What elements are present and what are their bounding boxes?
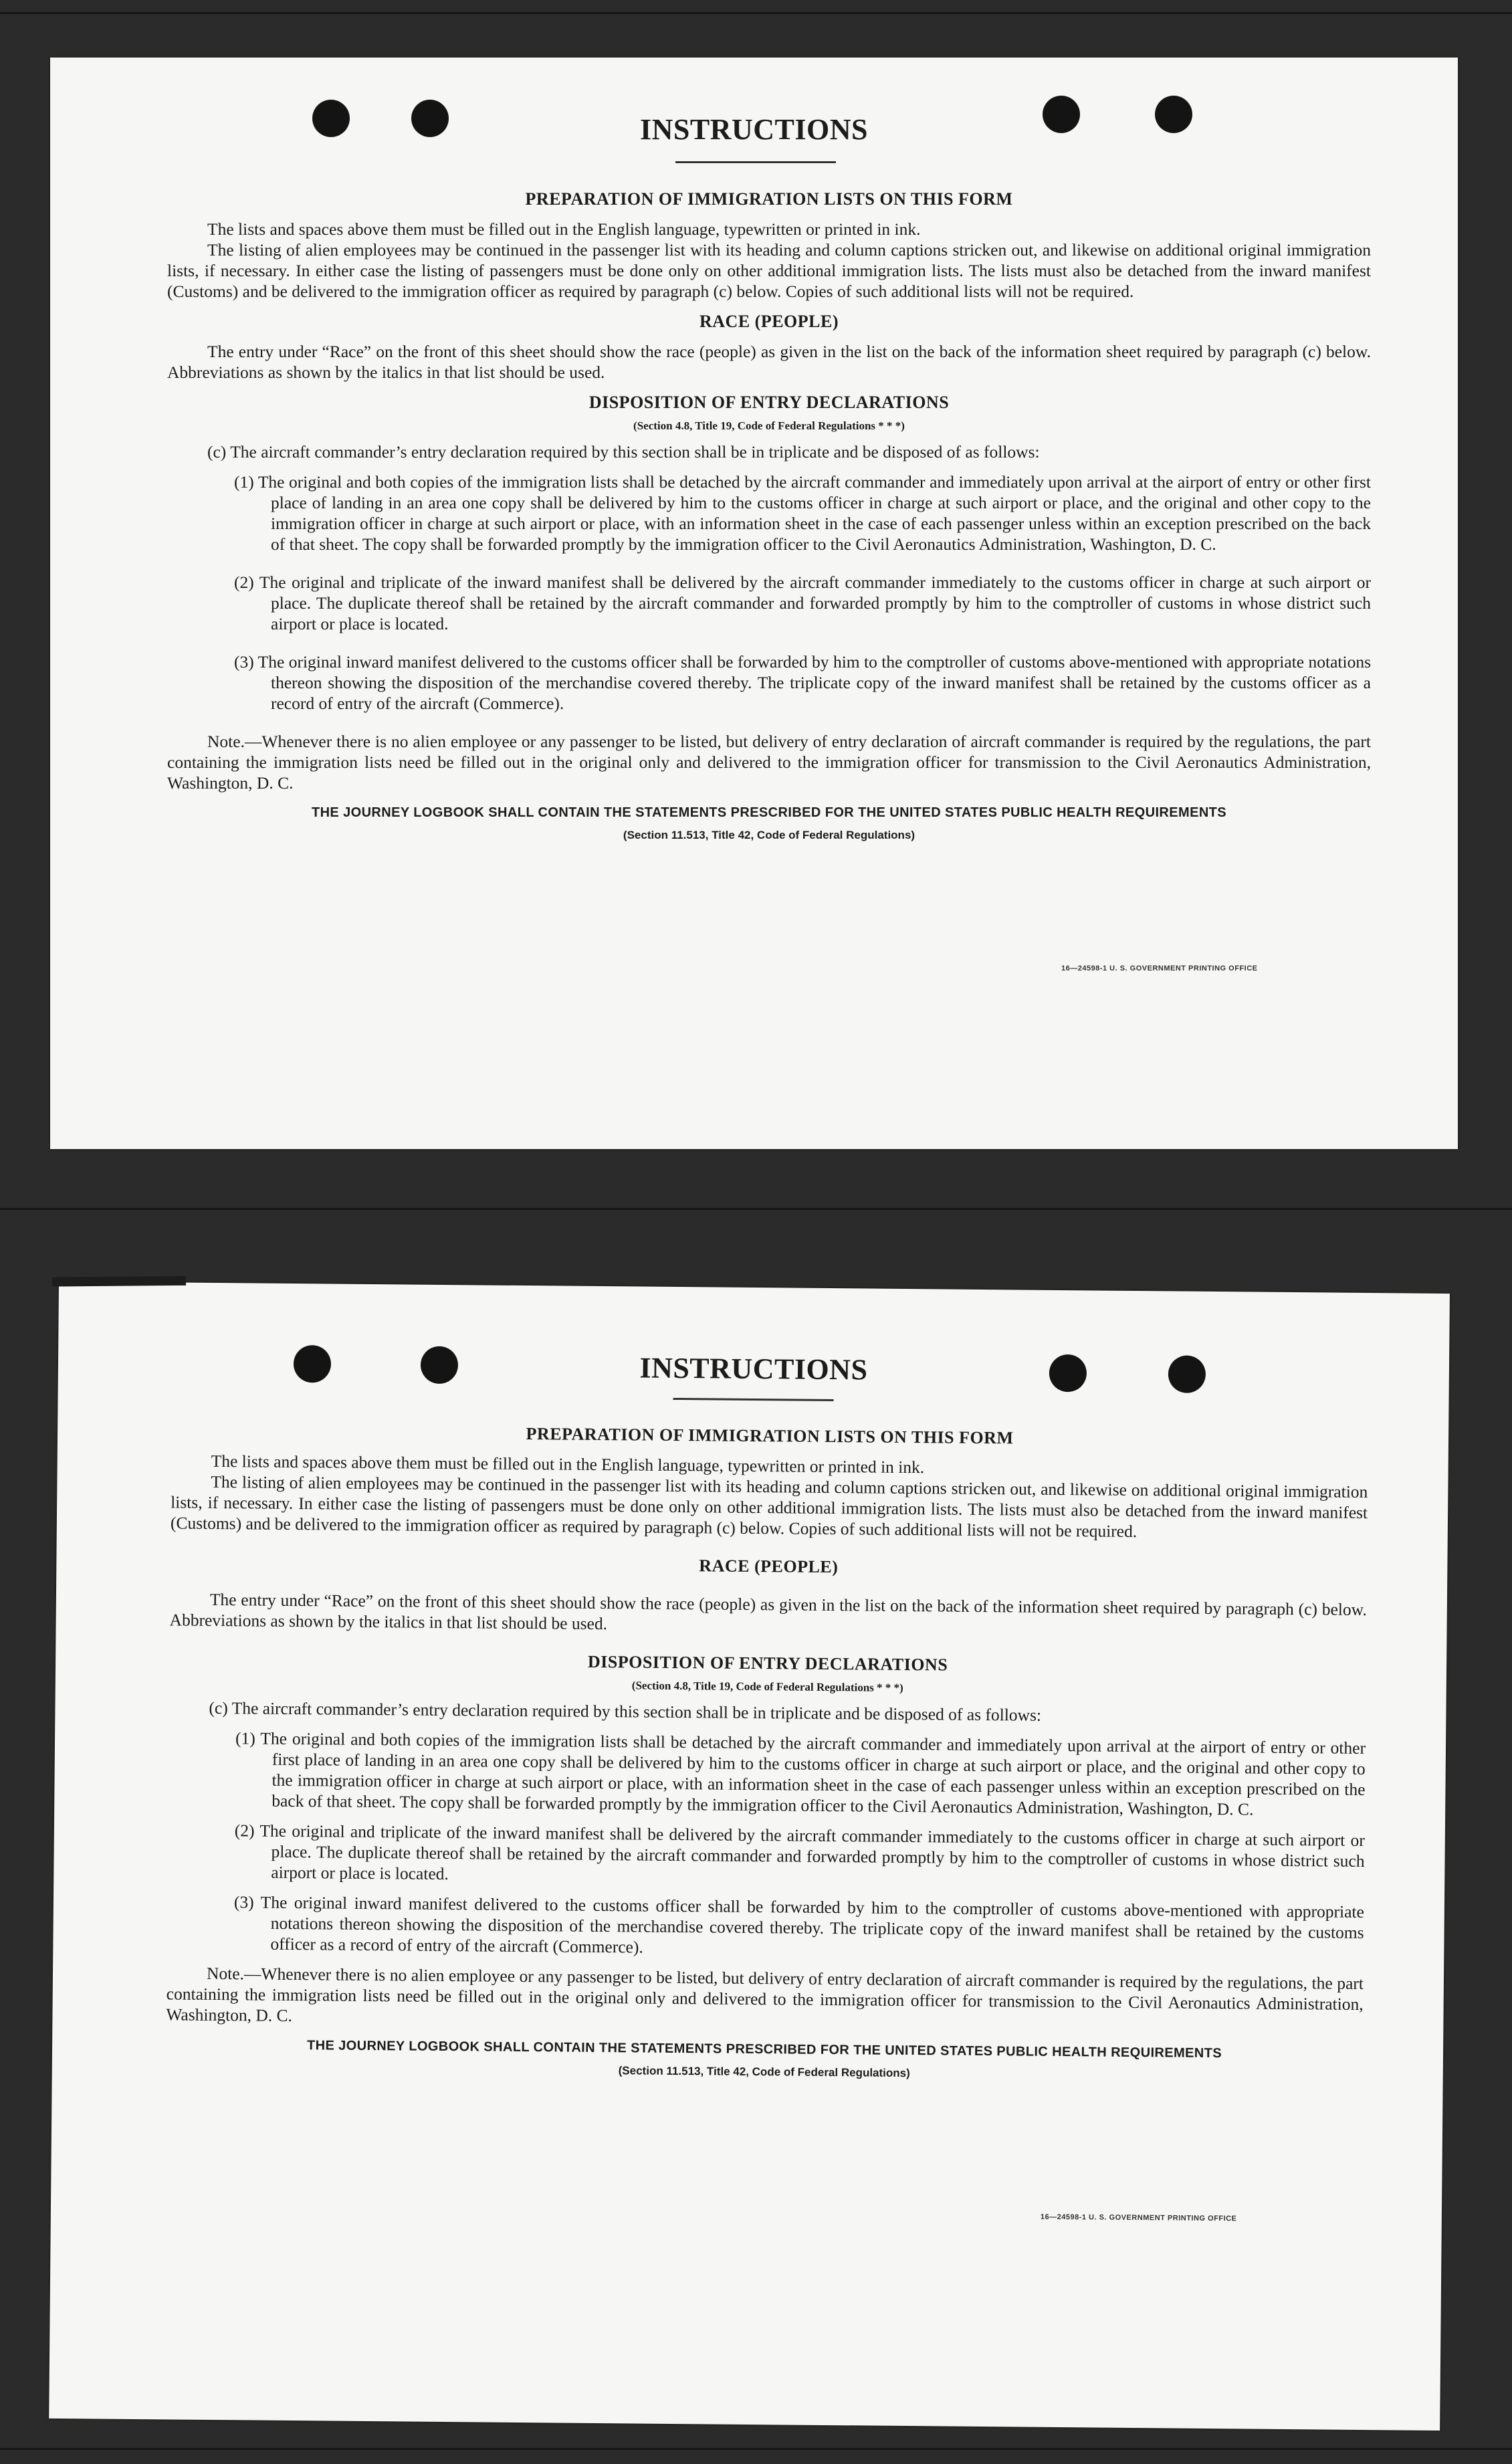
list-item-1: (1) The original and both copies of the immigration lists shall be detached by the aircraft commander and immediately upon arrival at the airport of entry or other first place of landing in an area one copy shall be delivered by him to the customs officer in charge at such airport or place, and the original and other copy to the immigration officer in charge at such airport or place, with an information sheet in the case of each passenger unless within an exception prescribed on the back of that sheet. The copy shall be forwarded promptly by the immigration officer to the Civil Aeronautics Administration, Washington, D. C. [234,472,1371,554]
list-item-1: (1) The original and both copies of the immigration lists shall be detached by the aircraft commander and immediately upon arrival at the airport of entry or other first place of landing in an area one copy shall be delivered by him to the customs officer in charge at such airport or place, and the original and other copy to the immigration officer in charge at such airport or place, with an information sheet in the case of each passenger unless within an exception prescribed on the back of that sheet. The copy shall be forwarded promptly by the immigration officer to the Civil Aeronautics Administration, Washington, D. C. [235,1728,1366,1819]
page-title: INSTRUCTIONS [639,1351,868,1387]
list-item-2: (2) The original and triplicate of the inward manifest shall be delivered by the aircraft commander immediately to the customs officer in charge at such airport or place. The duplicate thereof shall be retained by the aircraft commander and forwarded promptly by him to the comptroller of customs in whose district such airport or place is located. [234,1821,1365,1884]
disposition-citation: (Section 4.8, Title 19, Code of Federal Regulations * * *) [631,1679,903,1694]
list-item-3: (3) The original inward manifest delivered to the customs officer shall be forwarded by him to the comptroller of customs above-mentioned with appropriate notations thereon showing the disposition of the merchandise covered thereby. The triplicate copy of the inward manifest shall be retained by the customs officer as a record of entry of the aircraft (Commerce). [234,652,1371,713]
list-item-3: (3) The original inward manifest delivered to the customs officer shall be forwarded by him to the comptroller of customs above-mentioned with appropriate notations thereon showing the disposition of the merchandise covered thereby. The triplicate copy of the inward manifest shall be retained by the customs officer as a record of entry of the aircraft (Commerce). [233,1892,1365,1957]
document-page-2 [49,1281,1450,2431]
title-underline [675,161,836,163]
paragraph-race: The entry under “Race” on the front of this sheet should show the race (people) as given in the list on the back of the information sheet required by paragraph (c) below. Abbreviations as shown by the italics in that list should be used. [169,1589,1367,1634]
note-paragraph: Note.—Whenever there is no alien employee or any passenger to be listed, but delivery of entry declaration of aircraft commander is required by the regulations, the part containing the immigration lists need be filled out in the original only and delivered to the immigration officer for transmission to the Civil Aeronautics Administration, Washington, D. C. [166,1963,1364,2026]
printing-office-code: 16—24598-1 U. S. GOVERNMENT PRINTING OFFICE [1061,964,1258,972]
list-item-2: (2) The original and triplicate of the inward manifest shall be delivered by the aircraft commander immediately to the customs officer in charge at such airport or place. The duplicate thereof shall be retained by the aircraft commander and forwarded promptly by him to the comptroller of customs in whose district such airport or place is located. [234,573,1371,633]
heading-preparation: PREPARATION OF IMMIGRATION LISTS ON THIS FORM [525,189,1013,209]
paragraph-english-language: The lists and spaces above them must be filled out in the English language, typewritten or printed in ink. [207,219,921,239]
instructions-body [167,189,1371,845]
logbook-citation: (Section 11.513, Title 42, Code of Federal Regulations) [623,829,915,841]
logbook-requirement: THE JOURNEY LOGBOOK SHALL CONTAIN THE STATEMENTS PRESCRIBED FOR THE UNITED STATES PUBLIC HEALTH REQUIREMENTS [306,2038,1222,2061]
page-title: INSTRUCTIONS [640,113,868,146]
paragraph-alien-employees: The listing of alien employees may be continued in the passenger list with its heading and column captions stricken out, and likewise on additional original immigration lists, if necessary. In either case the listing of passengers must be done only on other additional immigration lists. The lists must also be detached from the inward manifest (Customs) and be delivered to the immigration officer as required by paragraph (c) below. Copies of such additional lists will not be required. [167,240,1371,301]
paragraph-c: (c) The aircraft commander’s entry declaration required by this section shall be in triplicate and be disposed of as follows: [209,1698,1042,1725]
heading-race: RACE (PEOPLE) [699,312,839,331]
heading-race: RACE (PEOPLE) [699,1556,839,1577]
instructions-body [166,1420,1369,2087]
document-page-1 [50,58,1458,1149]
paragraph-alien-employees: The listing of alien employees may be continued in the passenger list with its heading and column captions stricken out, and likewise on additional original immigration lists, if necessary. In either case the listing of passengers must be done only on other additional immigration lists. The lists must also be detached from the inward manifest (Customs) and be delivered to the immigration officer as required by paragraph (c) below. Copies of such additional lists will not be required. [170,1471,1368,1542]
paragraph-english-language: The lists and spaces above them must be filled out in the English language, typewritten or printed in ink. [211,1451,925,1477]
logbook-requirement: THE JOURNEY LOGBOOK SHALL CONTAIN THE STATEMENTS PRESCRIBED FOR THE UNITED STATES PUBLIC HEALTH REQUIREMENTS [311,805,1227,820]
heading-disposition: DISPOSITION OF ENTRY DECLARATIONS [587,1651,948,1675]
logbook-citation: (Section 11.513, Title 42, Code of Federal Regulations) [618,2064,910,2080]
heading-disposition: DISPOSITION OF ENTRY DECLARATIONS [588,393,950,412]
paragraph-c: (c) The aircraft commander’s entry declaration required by this section shall be in triplicate and be disposed of as follows: [207,442,1040,461]
paragraph-race: The entry under “Race” on the front of this sheet should show the race (people) as given in the list on the back of the information sheet required by paragraph (c) below. Abbreviations as shown by the italics in that list should be used. [167,342,1371,382]
heading-preparation: PREPARATION OF IMMIGRATION LISTS ON THIS FORM [526,1424,1014,1448]
note-paragraph: Note.—Whenever there is no alien employee or any passenger to be listed, but delivery of entry declaration of aircraft commander is required by the regulations, the part containing the immigration lists need be filled out in the original only and delivered to the immigration officer for transmission to the Civil Aeronautics Administration, Washington, D. C. [167,732,1371,793]
title-underline [673,1398,834,1401]
printing-office-code: 16—24598-1 U. S. GOVERNMENT PRINTING OFFICE [1040,2213,1237,2223]
disposition-citation: (Section 4.8, Title 19, Code of Federal Regulations * * *) [633,419,905,432]
torn-corner [52,1276,186,1287]
